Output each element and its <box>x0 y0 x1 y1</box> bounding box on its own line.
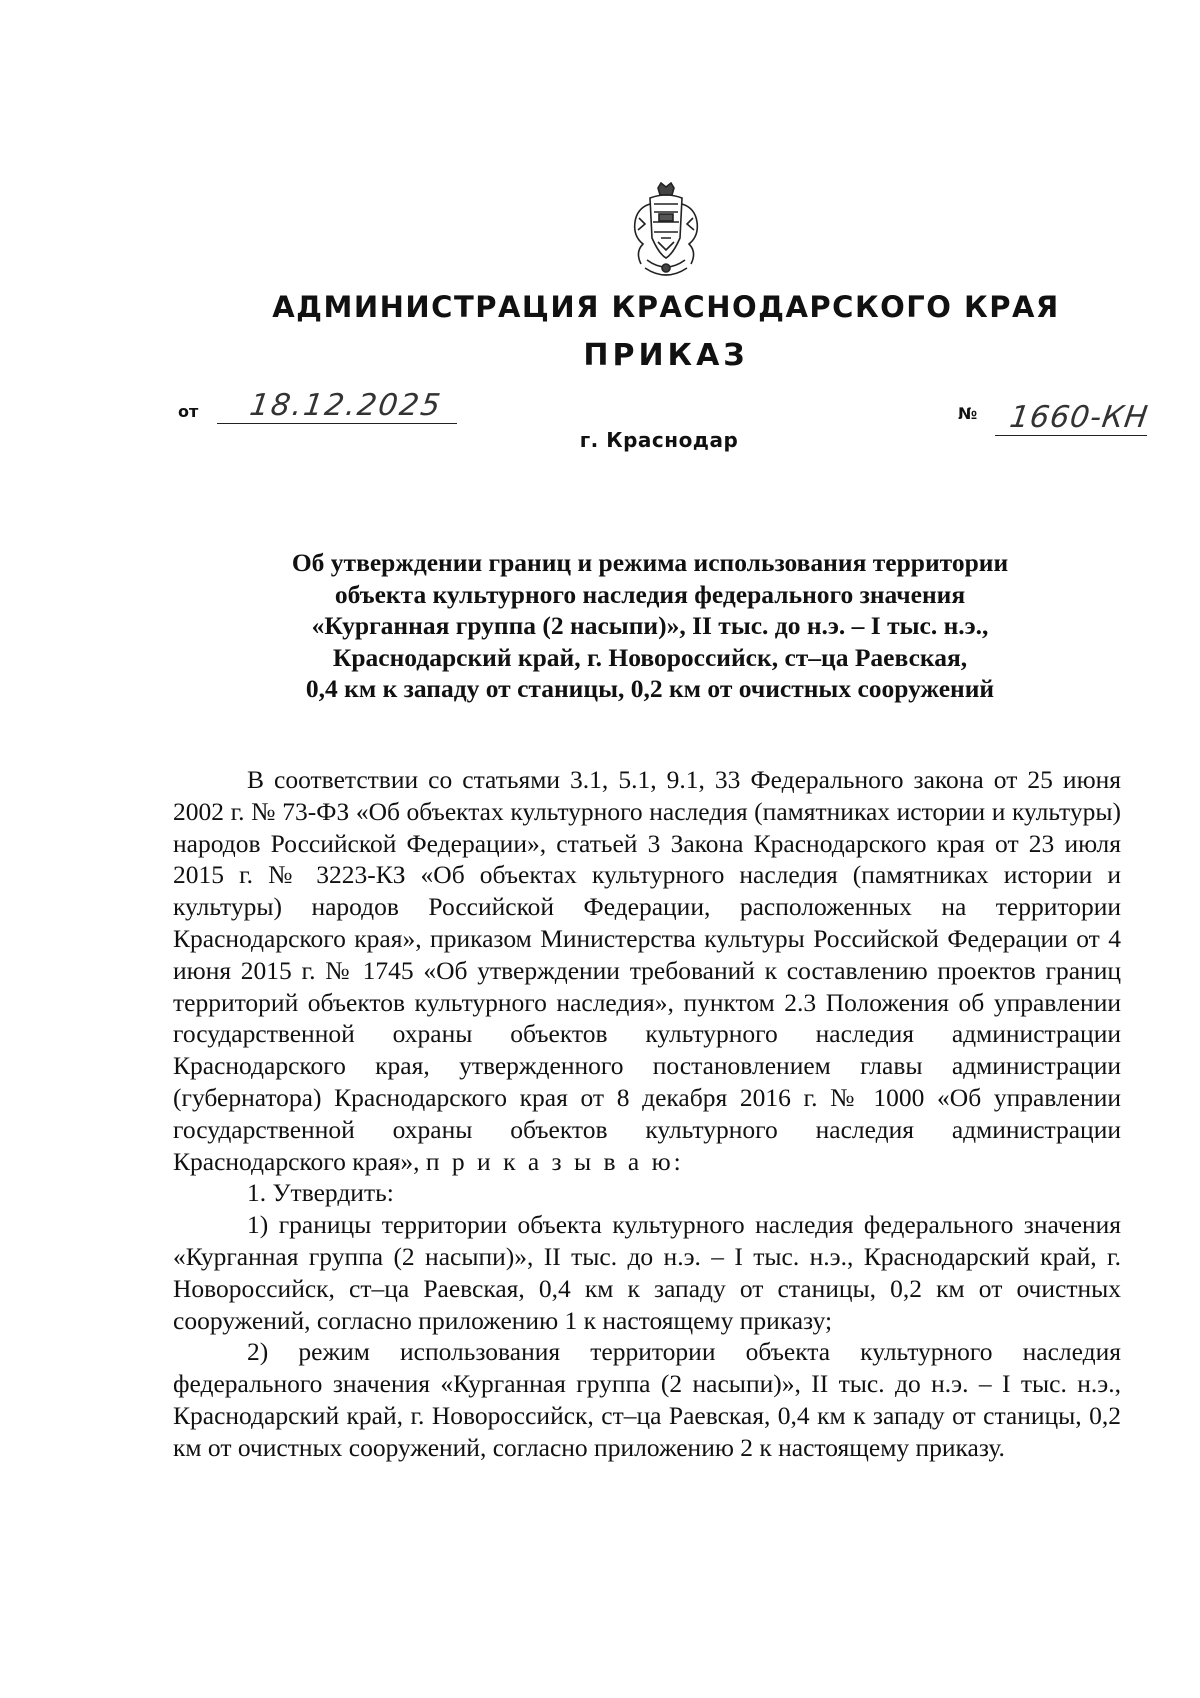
date-underline <box>217 423 457 424</box>
heading-line: объекта культурного наследия федерального значения <box>334 579 966 609</box>
item-1-2: 2) режим использования территории объекта культурного наследия федерального значения «Курганная группа (2 насыпи)», II тыс. до н.э. – I тыс. н.э., Краснодарский край, г. Новороссийск, ст–ца Раевская, 0,4 км к западу от станицы, 0,2 км от очистных сооружений, согласно приложению 2 к настоящему приказу. <box>173 1337 1121 1462</box>
number-value: 1660-КН <box>1007 400 1151 435</box>
number-label: № <box>958 404 978 423</box>
document-body <box>173 764 1121 1464</box>
date-value: 18.12.2025 <box>247 388 445 423</box>
coat-of-arms-icon <box>625 182 707 282</box>
date-label: от <box>178 402 199 421</box>
preamble-paragraph <box>173 764 1121 1177</box>
item-1-1: 1) границы территории объекта культурного наследия федерального значения «Курганная группа (2 насыпи)», II тыс. до н.э. – I тыс. н.э., Краснодарский край, г. Новороссийск, ст–ца Раевская, 0,4 км к западу от станицы, 0,2 км от очистных сооружений, согласно приложению 1 к настоящему приказу; <box>173 1210 1121 1335</box>
document-heading <box>200 547 1100 705</box>
document-type: ПРИКАЗ <box>583 338 749 373</box>
heading-line: 0,4 км к западу от станицы, 0,2 км от очистных сооружений <box>305 674 995 703</box>
organization-title: АДМИНИСТРАЦИЯ КРАСНОДАРСКОГО КРАЯ <box>272 290 1060 324</box>
heading-line: «Курганная группа (2 насыпи)», II тыс. до н.э. – I тыс. н.э., <box>311 611 989 640</box>
heading-line: Об утверждении границ и режима использования территории <box>291 548 1009 577</box>
city: г. Краснодар <box>579 428 739 452</box>
item-1: 1. Утвердить: <box>247 1178 394 1208</box>
preamble-text: В соответствии со статьями 3.1, 5.1, 9.1, 33 Федерального закона от 25 июня 2002 г. № 73-ФЗ «Об объектах культурного наследия (памятниках истории и культуры) народов Российской Федерации», статьей 3 Закона Краснодарского края от 23 июля 2015 г. № 3223-КЗ «Об объектах культурного наследия (памятниках истории и культуры) народов Российской Федерации, расположенных на территории Краснодарского края», приказом Министерства культуры Российской Федерации от 4 июня 2015 г. № 1745 «Об утверждении требований к составлению проектов границ территорий объектов культурного наследия», пунктом 2.3 Положения об управлении государственной охраны объектов культурного наследия администрации Краснодарского края, утвержденного постановлением главы администрации (губернатора) Краснодарского края от 8 декабря 2016 г. № 1000 «Об управлении государственной охраны объектов культурного наследия администрации Краснодарского края», <box>173 765 1121 1176</box>
heading-line: Краснодарский край, г. Новороссийск, ст–ца Раевская, <box>332 642 968 672</box>
order-word: п р и к а з ы в а ю: <box>425 1146 684 1176</box>
